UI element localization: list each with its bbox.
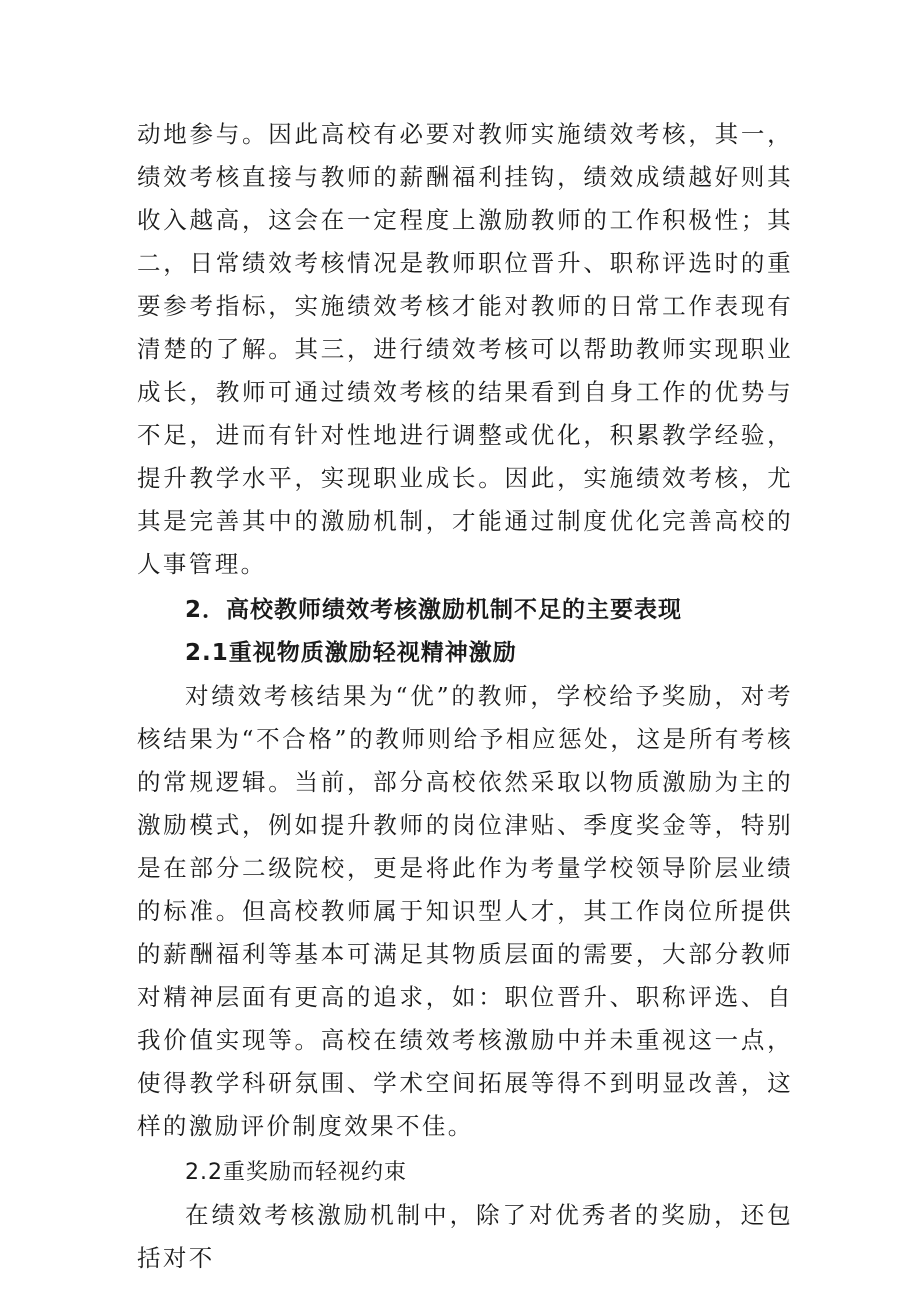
paragraph-performance-necessity: 动地参与。因此高校有必要对教师实施绩效考核，其一，绩效考核直接与教师的薪酬福利挂钩，绩效成绩越好则其收入越高，这会在一定程度上激励教师的工作积极性；其二，日常绩效考核情况是教师职位晋升、职称评选时的重要参考指标，实施绩效考核才能对教师的日常工作表现有清楚的了解。其三，进行绩效考核可以帮助教师实现职业成长，教师可通过绩效考核的结果看到自身工作的优势与不足，进而有针对性地进行调整或优化，积累教学经验，提升教学水平，实现职业成长。因此，实施绩效考核，尤其是完善其中的激励机制，才能通过制度优化完善高校的人事管理。 [137, 120, 793, 578]
paragraph-constraint-start: 在绩效考核激励机制中，除了对优秀者的奖励，还包括对不 [137, 1201, 793, 1272]
paragraph-material-incentive: 对绩效考核结果为“优”的教师，学校给予奖励，对考核结果为“不合格”的教师则给予相应惩处，这是所有考核的常规逻辑。当前，部分高校依然采取以物质激励为主的激励模式，例如提升教师的岗位津贴、季度奖金等，特别是在部分二级院校，更是将此作为考量学校领导阶层业绩的标准。但高校教师属于知识型人才，其工作岗位所提供的薪酬福利等基本可满足其物质层面的需要，大部分教师对精神层面有更高的追求，如：职位晋升、职称评选、自我价值实现等。高校在绩效考核激励中并未重视这一点，使得教学科研氛围、学术空间拓展等得不到明显改善，这样的激励评价制度效果不佳。 [137, 682, 793, 1140]
subsection-heading-2-1: 2.1重视物质激励轻视精神激励 [185, 640, 517, 666]
subsection-heading-2-2: 2.2重奖励而轻视约束 [185, 1160, 407, 1185]
document-body [137, 113, 793, 1280]
section-heading-2: 2．高校教师绩效考核激励机制不足的主要表现 [185, 597, 683, 623]
